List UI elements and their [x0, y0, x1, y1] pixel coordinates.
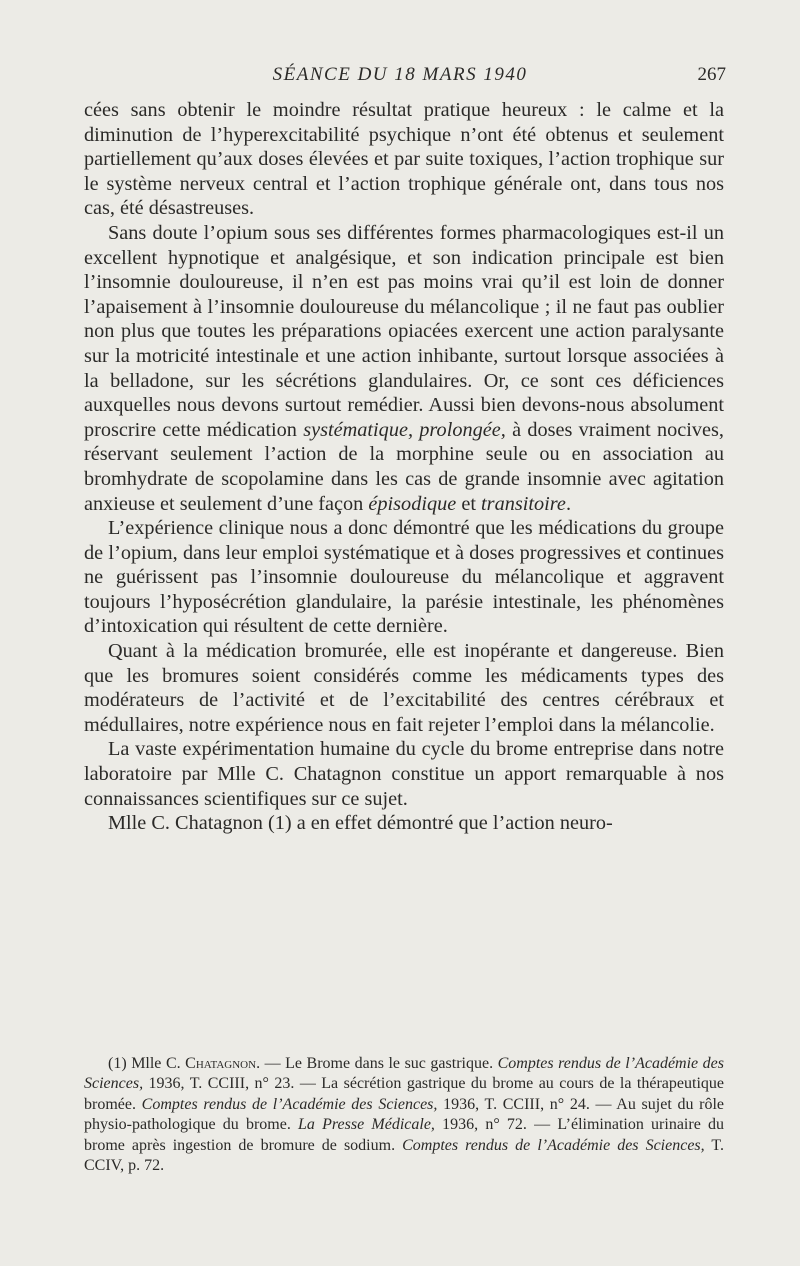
footnote-marker: (1) Mlle C.	[108, 1055, 186, 1072]
paragraph-5-text: La vaste expérimentation humaine du cycle du brome entreprise dans notre laboratoire par Mlle C. Chatagnon constitue un apport remarquable à nos connaissances scientifiques sur ce sujet.	[84, 738, 724, 810]
footnote-journal-2: Comptes rendus de l’Académie des Sciences,	[141, 1095, 438, 1113]
paragraph-2-text-c: et	[456, 492, 482, 515]
paragraph-2-text-d: .	[565, 492, 572, 515]
page-header	[0, 62, 800, 92]
paragraph-5	[84, 737, 724, 811]
paragraph-2-emphasis-3: transitoire	[481, 492, 566, 515]
paragraph-4	[84, 639, 724, 737]
footnote-journal-3: La Presse Médicale,	[298, 1116, 435, 1134]
paragraph-1	[84, 98, 724, 221]
paragraph-2-text-b: à doses vraiment nocives, réservant seulement l’action de la morphine seule ou en association au bromhydrate de scopolamine dans les cas de grande insomnie avec agitation anxieuse et seulement d’une façon	[84, 418, 724, 515]
footnote-text-1: . — Le Brome dans le suc gastrique.	[256, 1055, 498, 1072]
footnote-journal-1: Comptes rendus de l’Académie des Sciences,	[84, 1055, 725, 1093]
footnotes	[84, 1054, 724, 1176]
footnote-text-2: 1936, T. CCIII, n° 23. — La sécrétion gastrique du brome au cours de la thérapeutique bromée.	[84, 1075, 724, 1113]
page-number: 267	[697, 64, 726, 85]
footnote-text-4: 1936, n° 72. — L’élimination urinaire du brome après ingestion de bromure de sodium.	[84, 1116, 724, 1154]
footnote-author: Chatagnon	[185, 1055, 257, 1072]
paragraph-3	[84, 516, 724, 639]
paragraph-2-text-a: Sans doute l’opium sous ses différentes formes pharmacologiques est-il un excellent hypnotique et analgésique, et son indication principale est bien l’insomnie douloureuse, il n’en est pas moins vrai qu’il est loin de donner l’apaisement à l’insomnie douloureuse du mélancolique ; il ne faut pas oublier non plus que toutes les préparations opiacées exercent une action paralysante sur la motricité intestinale et une action inhibante, surtout lorsque associées à la belladone, sur les sécrétions glandulaires. Or, ce sont ces déficiences auxquelles nous devons surtout remédier. Aussi bien devons-nous absolument proscrire cette médication	[84, 221, 724, 441]
paragraph-2	[84, 221, 724, 516]
paragraph-2-emphasis-2: épisodique	[368, 492, 457, 515]
footnote-text-5: T. CCIV, p. 72.	[84, 1136, 724, 1175]
paragraph-4-text: Quant à la médication bromurée, elle est inopérante et dangereuse. Bien que les bromures soient considérés comme les médicaments types des modérateurs de l’activité et de l’excitabilité des centres cérébraux et médullaires, notre expérience nous en fait rejeter l’emploi dans la mélancolie.	[84, 640, 724, 736]
body-text	[84, 98, 724, 836]
footnote-journal-4: Comptes rendus de l’Académie des Sciences,	[402, 1136, 705, 1154]
footnote-text-3: 1936, T. CCIII, n° 24. — Au sujet du rôle physio-pathologique du brome.	[84, 1095, 725, 1134]
footnote-1	[84, 1054, 724, 1176]
paragraph-2-emphasis-1: systématique, prolongée,	[303, 418, 506, 441]
paragraph-1-text: cées sans obtenir le moindre résultat pratique heureux : le calme et la diminution de l’hyperexcitabilité psychique n’ont été obtenus et seulement partiellement qu’aux doses élevées et par suite toxiques, l’action trophique sur le système nerveux central et l’action trophique générale ont, dans tous nos cas, été désastreuses.	[84, 99, 724, 220]
running-title: SÉANCE DU 18 MARS 1940	[272, 64, 528, 85]
paragraph-6	[84, 811, 724, 836]
paragraph-6-text: Mlle C. Chatagnon (1) a en effet démontré que l’action neuro-	[108, 812, 613, 835]
paragraph-3-text: L’expérience clinique nous a donc démontré que les médications du groupe de l’opium, dans leur emploi systématique et à doses progressives et continues ne guérissent pas l’insomnie douloureuse du mélancolique et aggravent toujours l’hyposécrétion glandulaire, la parésie intestinale, les phénomènes d’intoxication qui résultent de cette dernière.	[84, 517, 724, 638]
